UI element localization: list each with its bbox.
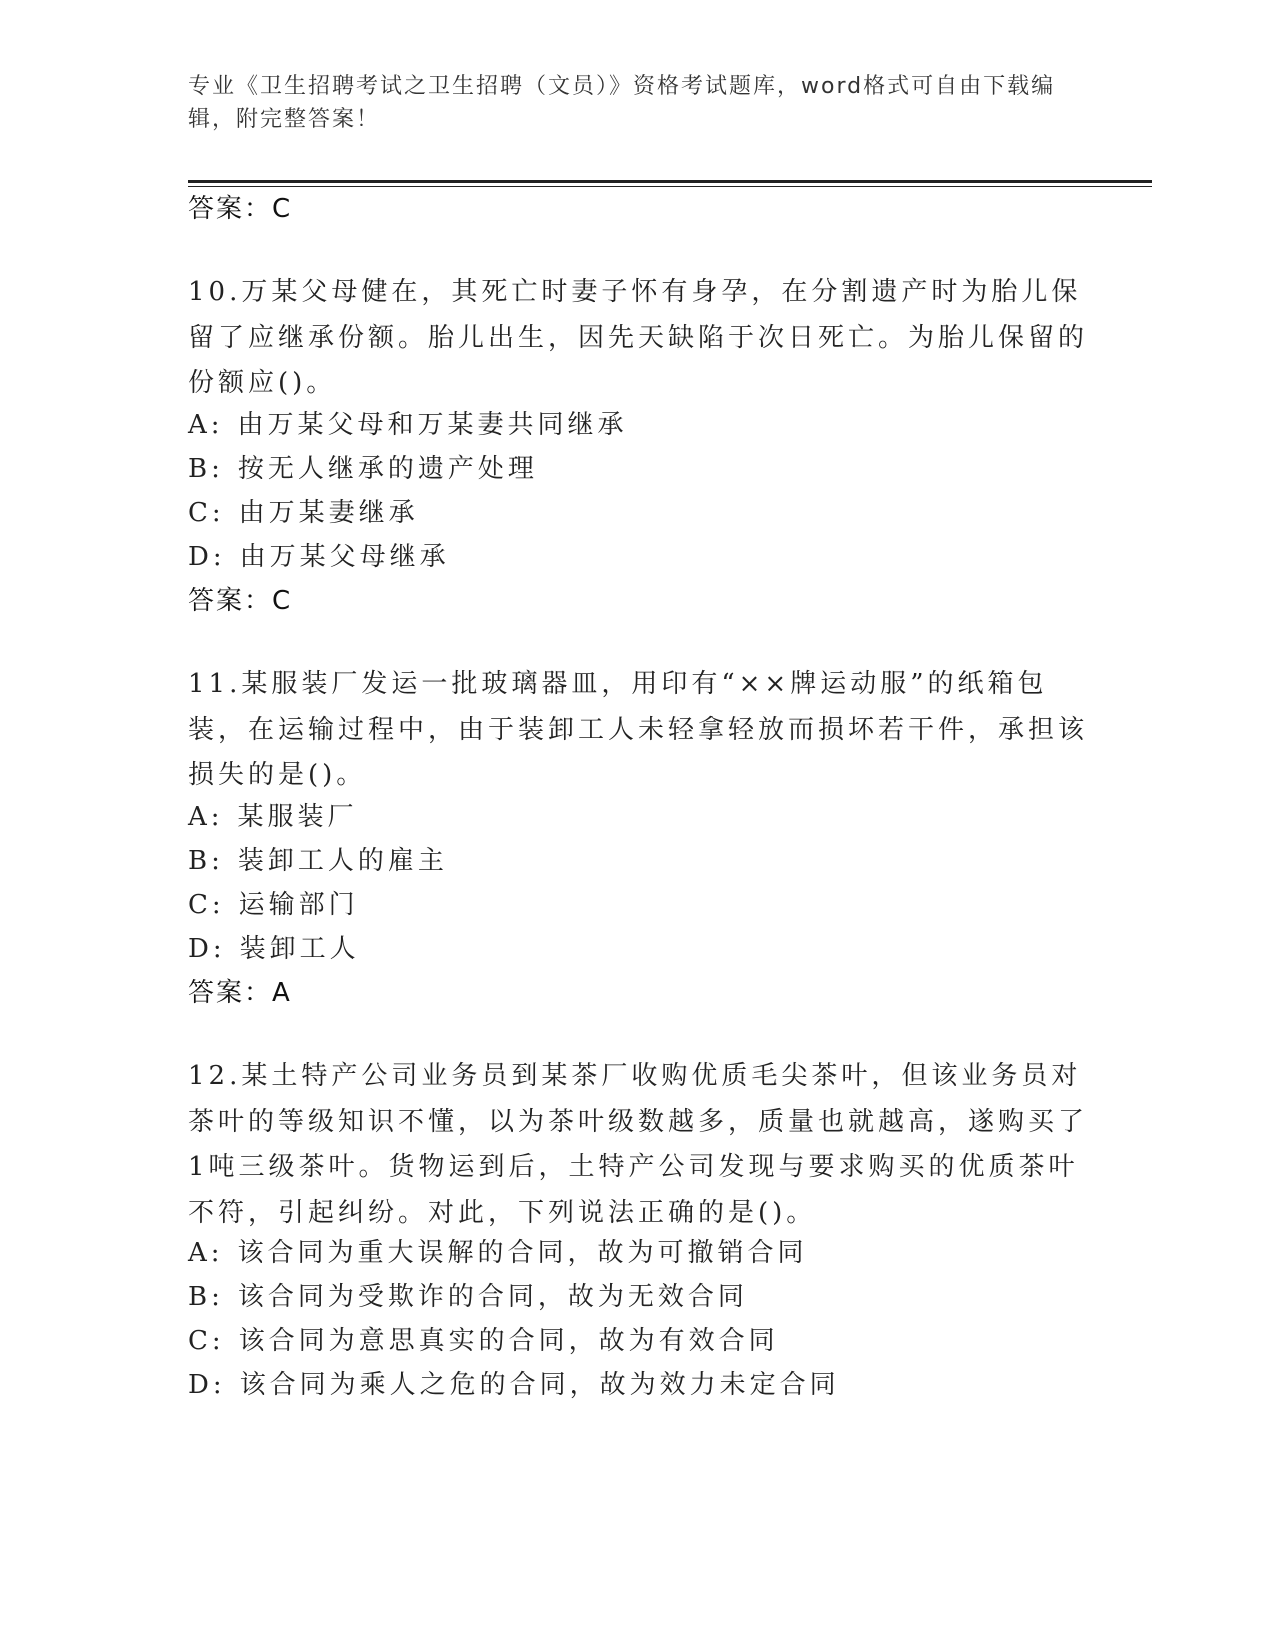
question-11-option-b bbox=[188, 840, 1088, 877]
option-text: 该合同为乘人之危的合同，故为效力未定合同 bbox=[239, 1370, 840, 1400]
answer-q11: 答案：A bbox=[188, 978, 292, 1008]
question-11-option-d bbox=[188, 928, 1088, 965]
option-text: 由万某父母继承 bbox=[239, 542, 450, 572]
question-12-option-b bbox=[188, 1276, 1088, 1313]
question-10-stem: 10.万某父母健在，其死亡时妻子怀有身孕，在分割遗产时为胎儿保留了应继承份额。胎儿出生，因先天缺陷于次日死亡。为胎儿保留的份额应()。 bbox=[188, 277, 1089, 398]
option-letter: C: bbox=[188, 890, 225, 920]
question-11-option-c bbox=[188, 884, 1088, 921]
question-12-stem: 12.某土特产公司业务员到某茶厂收购优质毛尖茶叶，但该业务员对茶叶的等级知识不懂，以为茶叶级数越多，质量也就越高，遂购买了1吨三级茶叶。货物运到后，土特产公司发现与要求购买的优质茶叶不符，引起纠纷。对此，下列说法正确的是()。 bbox=[188, 1061, 1089, 1228]
answer-q9: 答案：C bbox=[188, 194, 293, 224]
question-10-option-d bbox=[188, 536, 1088, 573]
question-10-option-b bbox=[188, 448, 1088, 485]
option-letter: C: bbox=[188, 1326, 225, 1356]
option-letter: B: bbox=[188, 846, 224, 876]
option-text: 该合同为重大误解的合同，故为可撤销合同 bbox=[237, 1238, 808, 1268]
option-text: 按无人继承的遗产处理 bbox=[237, 454, 538, 484]
document-header: 专业《卫生招聘考试之卫生招聘（文员）》资格考试题库，word格式可自由下载编辑，附完整答案！ bbox=[188, 74, 1056, 132]
question-11-option-a bbox=[188, 796, 1088, 833]
question-12-option-c bbox=[188, 1320, 1088, 1357]
question-10-option-c bbox=[188, 492, 1088, 529]
question-10-option-a bbox=[188, 404, 1088, 441]
option-letter: B: bbox=[188, 1282, 224, 1312]
option-letter: A: bbox=[188, 410, 224, 440]
option-text: 某服装厂 bbox=[237, 802, 358, 832]
option-text: 装卸工人 bbox=[239, 934, 360, 964]
header-divider-thick bbox=[188, 180, 1152, 183]
option-text: 运输部门 bbox=[238, 890, 359, 920]
header-divider-thin bbox=[188, 186, 1152, 187]
option-text: 由万某妻继承 bbox=[238, 498, 419, 528]
option-letter: D: bbox=[188, 934, 226, 964]
option-letter: A: bbox=[188, 802, 224, 832]
option-letter: A: bbox=[188, 1238, 224, 1268]
option-text: 该合同为意思真实的合同，故为有效合同 bbox=[238, 1326, 779, 1356]
option-letter: D: bbox=[188, 542, 226, 572]
answer-q10: 答案：C bbox=[188, 586, 293, 616]
option-letter: D: bbox=[188, 1370, 226, 1400]
question-12-option-d bbox=[188, 1364, 1088, 1401]
question-11-stem: 11.某服装厂发运一批玻璃器皿，用印有“××牌运动服”的纸箱包装，在运输过程中，由于装卸工人未轻拿轻放而损坏若干件，承担该损失的是()。 bbox=[188, 669, 1089, 790]
option-letter: C: bbox=[188, 498, 225, 528]
question-12-option-a bbox=[188, 1232, 1088, 1269]
option-text: 该合同为受欺诈的合同，故为无效合同 bbox=[237, 1282, 748, 1312]
option-text: 装卸工人的雇主 bbox=[237, 846, 448, 876]
option-letter: B: bbox=[188, 454, 224, 484]
option-text: 由万某父母和万某妻共同继承 bbox=[237, 410, 628, 440]
